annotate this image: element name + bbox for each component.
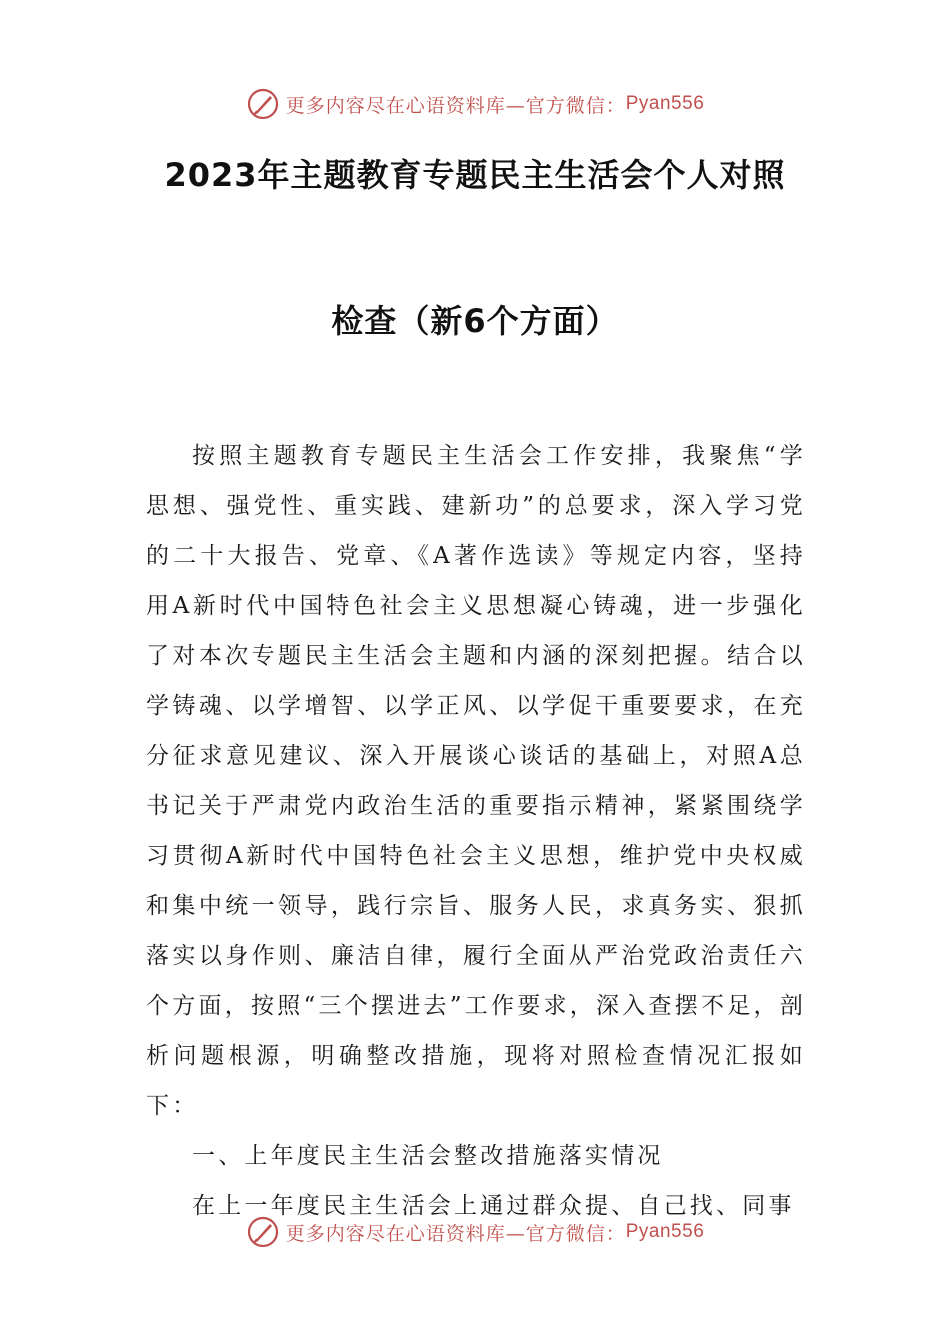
header-watermark-banner (0, 84, 950, 124)
footer-watermark-banner (0, 1212, 950, 1252)
wechat-id: Pyan556 (625, 93, 705, 114)
banner-text: 更多内容尽在心语资料库—官方微信： (285, 1222, 626, 1245)
document-title-line1: 2023年主题教育专题民主生活会个人对照 (164, 156, 786, 194)
body-paragraph: 按照主题教育专题民主生活会工作安排，我聚焦“学思想、强党性、重实践、建新功”的总要求，深入学习党的二十大报告、党章、《A著作选读》等规定内容，坚持用A新时代中国特色社会主义思想凝心铸魂，进一步强化了对本次专题民主生活会主题和内涵的深刻把握。结合以学铸魂、以学增智、以学正风、以学促干重要要求，在充分征求意见建议、深入开展谈心谈话的基础上，对照A总书记关于严肃党内政治生活的重要指示精神，紧紧围绕学习贯彻A新时代中国特色社会主义思想，维护党中央权威和集中统一领导，践行宗旨、服务人民，求真务实、狠抓落实以身作则、廉洁自律，履行全面从严治党政治责任六个方面，按照“三个摆进去”工作要求，深入查摆不足，剖析问题根源，明确整改措施，现将对照检查情况汇报如下： (146, 443, 806, 1119)
body-paragraph: 在上一年度民主生活会上通过群众提、自己找、同事 (192, 1193, 795, 1219)
document-body (146, 431, 806, 1231)
quill-logo-icon (246, 87, 280, 121)
document-title-line2: 检查（新6个方面） (331, 302, 619, 340)
wechat-id: Pyan556 (625, 1221, 705, 1242)
quill-logo-icon (246, 1215, 280, 1249)
section-heading: 一、上年度民主生活会整改措施落实情况 (192, 1143, 664, 1169)
banner-text: 更多内容尽在心语资料库—官方微信： (285, 94, 626, 117)
